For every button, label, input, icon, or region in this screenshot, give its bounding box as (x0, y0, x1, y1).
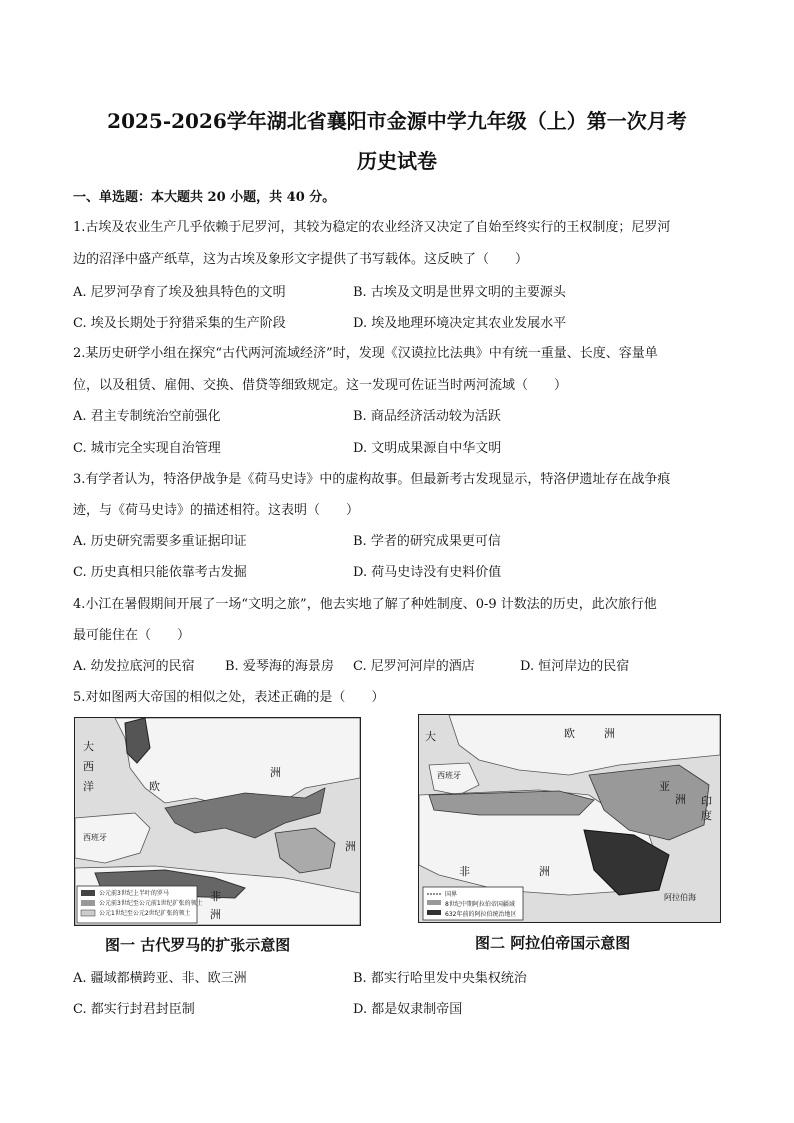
roman-map-label: 洋 (83, 780, 94, 793)
roman-map-label: 洲 (210, 908, 221, 921)
q2-option-c[interactable]: C. 城市完全实现自治管理 (73, 441, 221, 456)
arab-map-label: 西班牙 (437, 771, 461, 780)
section-heading: 一、单选题：本大题共 20 小题，共 40 分。 (73, 190, 336, 205)
roman-legend-swatch-1 (81, 890, 95, 896)
q4-option-c[interactable]: C. 尼罗河河岸的酒店 (353, 659, 475, 674)
q5-option-d[interactable]: D. 都是奴隶制帝国 (353, 1002, 463, 1017)
q4-stem-line1: 4.小江在暑假期间开展了一场“文明之旅”，他去实地了解了种姓制度、0-9 计数法的历史，此次旅行他 (73, 597, 657, 612)
q4-option-d[interactable]: D. 恒河岸边的民宿 (520, 659, 630, 674)
roman-map-label: 西 (83, 760, 94, 773)
arab-map-label: 大 (425, 730, 436, 743)
roman-map-drawing (75, 718, 360, 925)
roman-legend-swatch-3 (81, 910, 95, 916)
q5-stem-line1: 5.对如图两大帝国的相似之处，表述正确的是（ ） (73, 690, 385, 705)
arab-legend-2: 8世纪中期阿拉伯帝国疆域 (445, 901, 515, 908)
exam-subtitle: 历史试卷 (357, 149, 437, 173)
q2-option-a[interactable]: A. 君主专制统治空前强化 (73, 409, 221, 424)
arab-legend-swatch-2 (427, 910, 441, 915)
q1-option-c[interactable]: C. 埃及长期处于狩猎采集的生产阶段 (73, 316, 286, 331)
q2-option-d[interactable]: D. 文明成果源自中华文明 (353, 441, 502, 456)
roman-map-label: 大 (83, 740, 94, 753)
roman-legend-1: 公元前3世纪上半叶的罗马 (99, 890, 169, 897)
q5-option-b[interactable]: B. 都实行哈里发中央集权统治 (353, 971, 527, 986)
roman-map-label: 西班牙 (83, 833, 107, 842)
arab-map-label: 非 (459, 865, 470, 878)
q1-option-d[interactable]: D. 埃及地理环境决定其农业发展水平 (353, 316, 567, 331)
roman-map-caption: 图一 古代罗马的扩张示意图 (105, 936, 291, 954)
roman-map-label: 洲 (270, 766, 281, 779)
arab-map-label: 亚 (659, 780, 670, 793)
arab-map-caption: 图二 阿拉伯帝国示意图 (475, 934, 631, 952)
q4-option-a[interactable]: A. 幼发拉底河的民宿 (73, 659, 195, 674)
q1-stem-line2: 边的沼泽中盛产纸草，这为古埃及象形文字提供了书写载体。这反映了（ ） (73, 252, 529, 267)
q1-stem-line1: 1.古埃及农业生产几乎依赖于尼罗河，其较为稳定的农业经济又决定了自始至终实行的王权制度；尼罗河 (73, 220, 671, 235)
arab-map-label: 阿拉伯海 (664, 893, 696, 902)
arab-map-label: 印 (701, 795, 712, 808)
roman-legend-2: 公元前3世纪至公元前1世纪扩张的领土 (99, 900, 203, 907)
roman-legend-swatch-2 (81, 900, 95, 906)
exam-title: 2025-2026学年湖北省襄阳市金源中学九年级（上）第一次月考 (107, 109, 687, 133)
q3-option-c[interactable]: C. 历史真相只能依靠考古发掘 (73, 565, 247, 580)
arab-legend-1: 国界 (445, 891, 458, 898)
q3-option-d[interactable]: D. 荷马史诗没有史料价值 (353, 565, 502, 580)
arab-map-drawing (419, 715, 720, 922)
roman-expansion-map (74, 717, 361, 926)
arab-legend-swatch-1 (427, 900, 441, 905)
roman-map-label: 洲 (345, 840, 356, 853)
roman-legend-3: 公元1世纪至公元2世纪扩张的领土 (99, 910, 191, 917)
roman-map-label: 非 (210, 890, 221, 903)
arab-map-label: 度 (701, 809, 712, 822)
roman-map-label: 欧 (149, 780, 160, 793)
q3-stem-line1: 3.有学者认为，特洛伊战争是《荷马史诗》中的虚构故事。但最新考古发现显示，特洛伊遗址存在战争痕 (73, 472, 671, 487)
q4-option-b[interactable]: B. 爱琴海的海景房 (225, 659, 334, 674)
q4-stem-line2: 最可能住在（ ） (73, 628, 191, 643)
arab-map-label: 洲 (539, 865, 550, 878)
q3-option-a[interactable]: A. 历史研究需要多重证据印证 (73, 534, 247, 549)
arab-map-label: 欧 (564, 727, 575, 740)
arab-map-label: 洲 (604, 727, 615, 740)
q1-option-b[interactable]: B. 古埃及文明是世界文明的主要源头 (353, 285, 566, 300)
q2-option-b[interactable]: B. 商品经济活动较为活跃 (353, 409, 501, 424)
arab-empire-map (418, 714, 721, 923)
q2-stem-line1: 2.某历史研学小组在探究“古代两河流域经济”时，发现《汉谟拉比法典》中有统一重量、长度、容量单 (73, 346, 658, 361)
q3-option-b[interactable]: B. 学者的研究成果更可信 (353, 534, 501, 549)
q5-option-c[interactable]: C. 都实行封君封臣制 (73, 1002, 195, 1017)
q3-stem-line2: 迹，与《荷马史诗》的描述相符。这表明（ ） (73, 503, 360, 518)
arab-map-label: 洲 (675, 793, 686, 806)
q5-option-a[interactable]: A. 疆域都横跨亚、非、欧三洲 (73, 971, 247, 986)
arab-legend-3: 632年前的阿拉伯统治地区 (445, 911, 517, 918)
q2-stem-line2: 位，以及租赁、雇佣、交换、借贷等细致规定。这一发现可佐证当时两河流域（ ） (73, 378, 568, 393)
q1-option-a[interactable]: A. 尼罗河孕育了埃及独具特色的文明 (73, 285, 286, 300)
